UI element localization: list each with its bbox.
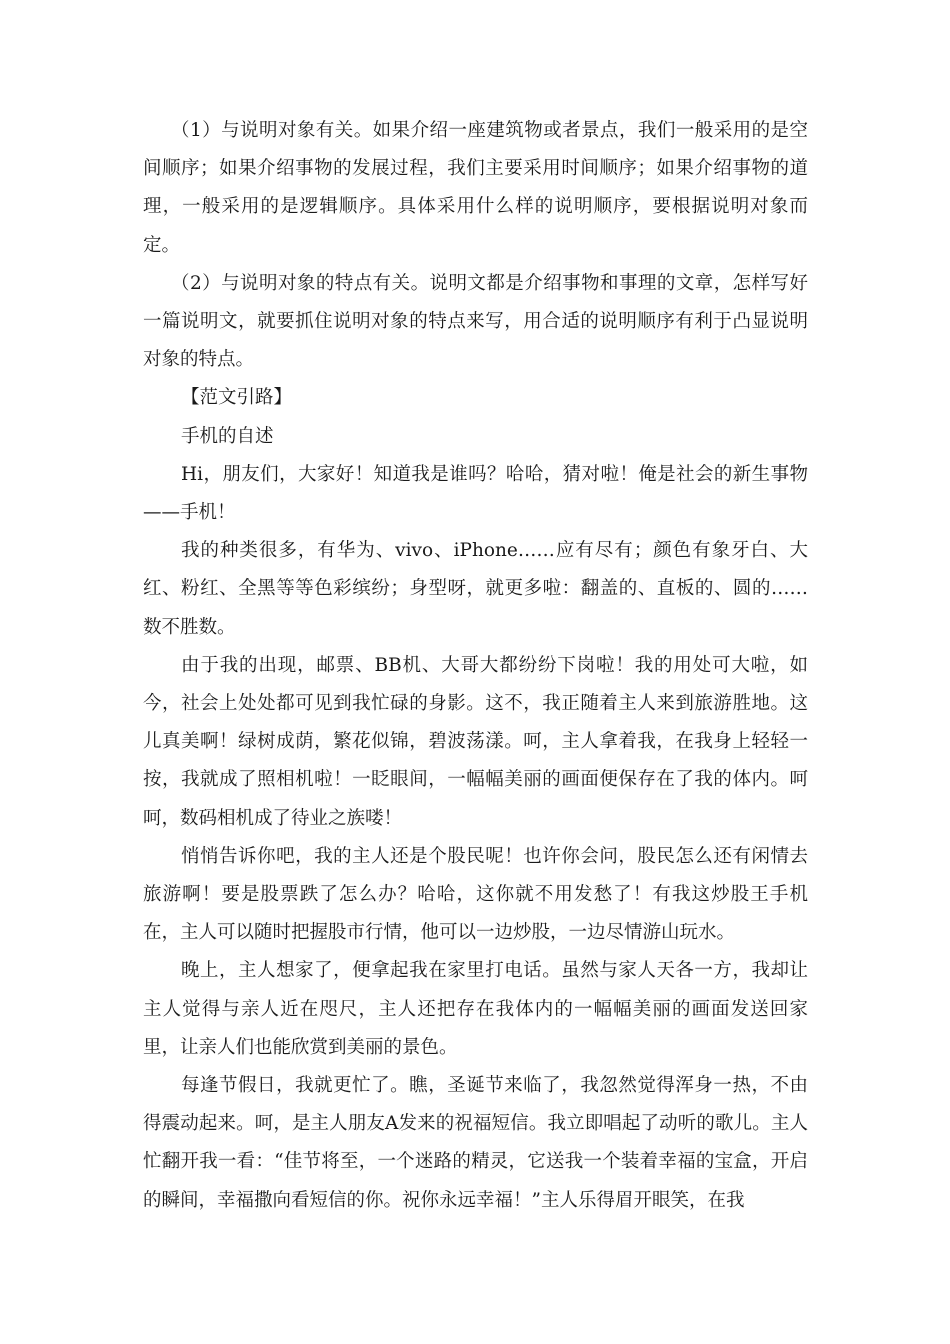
paragraph-order-by-object: （1）与说明对象有关。如果介绍一座建筑物或者景点，我们一般采用的是空间顺序；如果介绍事物的发展过程，我们主要采用时间顺序；如果介绍事物的道理，一般采用的是逻辑顺序。具体采用什么样的说明顺序，要根据说明对象而定。 xyxy=(143,120,808,256)
section-heading: 【范文引路】 xyxy=(181,387,293,409)
essay-title: 手机的自述 xyxy=(181,425,274,447)
document-page xyxy=(143,112,808,1220)
essay-paragraph: 悄悄告诉你吧，我的主人还是个股民呢！也许你会问，股民怎么还有闲情去旅游啊！要是股票跌了怎么办？哈哈，这你就不用发愁了！有我这炒股王手机在，主人可以随时把握股市行情，他可以一边炒股，一边尽情游山玩水。 xyxy=(143,845,808,944)
essay-paragraph: 我的种类很多，有华为、vivo、iPhone……应有尽有；颜色有象牙白、大红、粉红、全黑等等色彩缤纷；身型呀，就更多啦：翻盖的、直板的、圆的……数不胜数。 xyxy=(143,540,808,638)
essay-paragraph: 每逢节假日，我就更忙了。瞧，圣诞节来临了，我忽然觉得浑身一热，不由得震动起来。呵，是主人朋友A发来的祝福短信。我立即唱起了动听的歌儿。主人忙翻开我一看：“佳节将至，一个迷路的精灵，它送我一个装着幸福的宝盒，开启的瞬间，幸福撒向看短信的你。祝你永远幸福！”主人乐得眉开眼笑，在我 xyxy=(143,1075,808,1211)
essay-paragraph: 晚上，主人想家了，便拿起我在家里打电话。虽然与家人天各一方，我却让主人觉得与亲人近在咫尺，主人还把存在我体内的一幅幅美丽的画面发送回家里，让亲人们也能欣赏到美丽的景色。 xyxy=(143,960,808,1058)
paragraph-order-by-feature: （2）与说明对象的特点有关。说明文都是介绍事物和事理的文章，怎样写好一篇说明文，就要抓住说明对象的特点来写，用合适的说明顺序有利于凸显说明对象的特点。 xyxy=(143,272,808,371)
essay-paragraph: Hi，朋友们，大家好！知道我是谁吗？哈哈，猜对啦！俺是社会的新生事物——手机！ xyxy=(143,463,808,524)
essay-paragraph: 由于我的出现，邮票、BB机、大哥大都纷纷下岗啦！我的用处可大啦，如今，社会上处处都可见到我忙碌的身影。这不，我正随着主人来到旅游胜地。这儿真美啊！绿树成荫，繁花似锦，碧波荡漾。呵，主人拿着我，在我身上轻轻一按，我就成了照相机啦！一眨眼间，一幅幅美丽的画面便保存在了我的体内。呵呵，数码相机成了待业之族喽！ xyxy=(143,654,808,829)
